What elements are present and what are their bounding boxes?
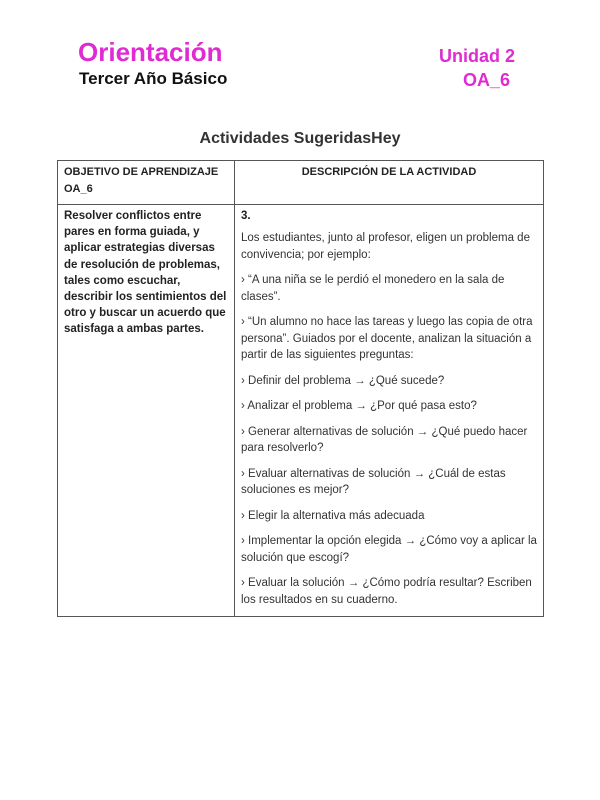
table-header-row [58,161,544,205]
table-row [58,205,544,617]
oa-code: OA_6 [462,70,510,90]
step-item: › Definir del problema → ¿Qué sucede? [241,374,445,387]
step-item: › Elegir la alternativa más adecuada [241,509,425,522]
document-header [78,36,518,96]
step-item: › Analizar el problema → ¿Por qué pasa esto? [241,400,477,412]
description-cell [235,205,544,617]
section-title: Actividades SugeridasHey [199,130,401,147]
description-paragraph: Los estudiantes, junto al profesor, eligen un problema de convivencia; por ejemplo: [241,232,530,261]
activity-number: 3. [241,210,251,222]
objective-column-header: OBJETIVO DE APRENDIZAJE OA_6 [58,161,235,205]
subject-title: Orientación [78,37,223,67]
step-item: › Implementar la opción elegida → ¿Cómo voy a aplicar la solución que escogí? [241,535,537,564]
example-item: › “A una niña se le perdió el monedero en la sala de clases”. [241,274,505,303]
step-item: › Evaluar alternativas de solución → ¿Cuál de estas soluciones es mejor? [241,467,506,496]
activity-table [57,160,544,617]
step-item: › Evaluar la solución → ¿Cómo podría resultar? Escriben los resultados en su cuaderno. [241,577,532,606]
example-item: › “Un alumno no hace las tareas y luego las copia de otra persona”. Guiados por el docente, analizan la situación a partir de las siguientes preguntas: [241,316,533,361]
description-column-header: DESCRIPCIÓN DE LA ACTIVIDAD [235,161,544,205]
objective-cell: Resolver conflictos entre pares en forma guiada, y aplicar estrategias diversas de resolución de problemas, tales como escuchar, describir los sentimientos del otro y buscar un acuerdo que satisfaga a ambas partes. [58,205,235,617]
unit-label: Unidad 2 [438,46,515,66]
grade-level: Tercer Año Básico [79,69,228,88]
step-item: › Generar alternativas de solución → ¿Qué puedo hacer para resolverlo? [241,425,528,454]
